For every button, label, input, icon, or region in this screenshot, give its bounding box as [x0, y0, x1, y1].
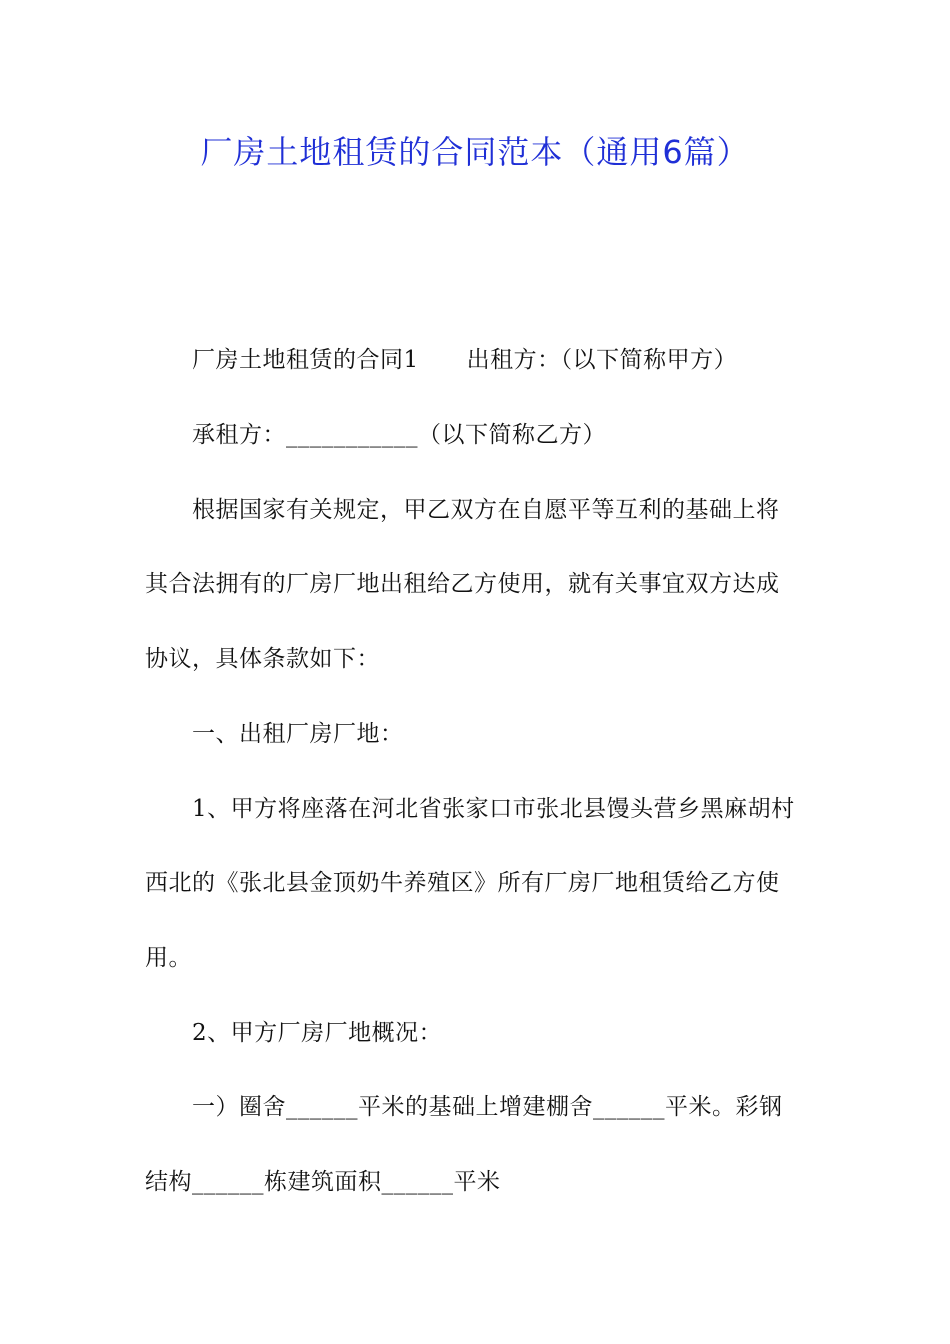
paragraph-line-contract-heading — [192, 342, 812, 378]
paragraph-line: 其合法拥有的厂房厂地出租给乙方使用，就有关事宜双方达成 — [145, 571, 780, 597]
paragraph-line: 2、甲方厂房厂地概况： — [192, 1020, 443, 1046]
paragraph-line: 西北的《张北县金顶奶牛养殖区》所有厂房厂地租赁给乙方使 — [145, 870, 780, 896]
paragraph-line: 用。 — [145, 945, 192, 971]
paragraph-line: 根据国家有关规定，甲乙双方在自愿平等互利的基础上将 — [192, 497, 780, 523]
paragraph-line: 一）圈舍______平米的基础上增建棚舍______平米。彩钢 — [192, 1094, 783, 1120]
document-title: 厂房土地租赁的合同范本（通用6篇） — [200, 133, 750, 171]
contract-heading: 厂房土地租赁的合同1 — [192, 347, 419, 373]
paragraph-line: 结构______栋建筑面积______平米 — [145, 1169, 501, 1195]
paragraph-line: 协议，具体条款如下： — [145, 646, 380, 672]
section-heading: 一、出租厂房厂地： — [192, 721, 404, 747]
lessor-label: 出租方：（以下简称甲方） — [466, 347, 738, 373]
lessee-line: 承租方：___________（以下简称乙方） — [192, 422, 606, 448]
paragraph-line: 1、甲方将座落在河北省张家口市张北县馒头营乡黑麻胡村 — [192, 796, 795, 822]
